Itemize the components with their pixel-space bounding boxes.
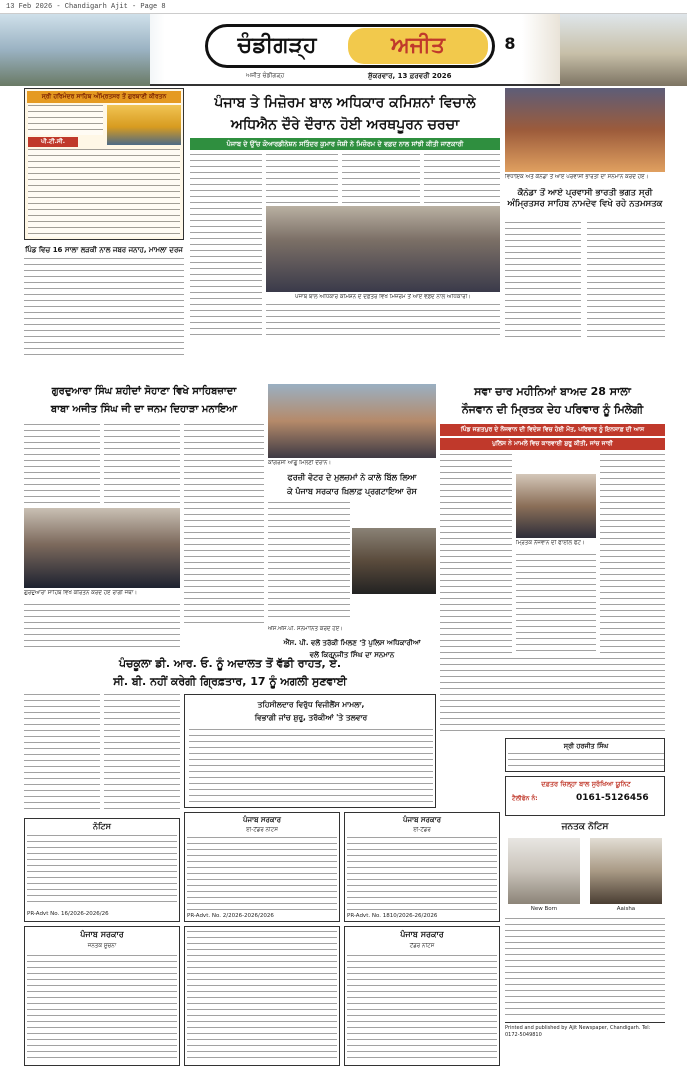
ad-notice-1: [24, 818, 180, 922]
gurdwara-body-col-3: [184, 424, 264, 624]
fake-voter-body-col-1: [268, 502, 350, 622]
ad-govt-1: [184, 812, 340, 922]
gurdwara-body-col-2: [104, 424, 180, 504]
ad-govt-1-footer: PR-Advt. No. 2/2026-2026/2026: [187, 913, 274, 919]
dro-headline-line1: ਪੰਚਕੂਲਾ ਡੀ. ਆਰ. ਓ. ਨੂੰ ਅਦਾਲਤ ਤੋਂ ਵੱਡੀ ਰਾਹਤ, ਏ.: [118, 657, 342, 670]
youth-photo-caption: ਮ੍ਰਿਤਕ ਨੌਜਵਾਨ ਦੀ ਫਾਈਲ ਫੋਟੋ।: [516, 540, 585, 546]
masthead-photo-lake: [0, 14, 150, 86]
ad-govt-2: [344, 812, 500, 922]
tehsildar-headline-line2: ਵਿਭਾਗੀ ਜਾਂਚ ਸ਼ੁਰੂ, ਤਰੱਕੀਆਂ 'ਤੇ ਤਲਵਾਰ: [254, 713, 368, 722]
left-story-body: [24, 258, 184, 358]
kirtan-text-block: [28, 105, 103, 135]
gurdwara-body-col-1: [24, 424, 100, 504]
phone-label: ਟੈਲੀਫੋਨ ਨੰ:: [512, 795, 538, 802]
dro-headline-line2: ਸੀ. ਬੀ. ਨਹੀਂ ਕਰੇਗੀ ਗ੍ਰਿਫ਼ਤਾਰ, 17 ਨੂੰ ਅਗਲੀ ਸੁਣਵਾਈ: [113, 675, 347, 688]
fake-voter-headline-line2: ਕੇ ਪੰਜਾਬ ਸਰਕਾਰ ਖ਼ਿਲਾਫ਼ ਪ੍ਰਗਟਾਇਆ ਰੋਸ: [287, 487, 417, 496]
ad-notice-1-body: [27, 835, 177, 907]
congress-photo-caption: ਕਾਂਗਰਸੀ ਆਗੂ ਮਿਲਣੀ ਦੌਰਾਨ।: [268, 460, 332, 466]
youth-file-photo: [516, 474, 596, 538]
youth-headline-line1: ਸਵਾ ਚਾਰ ਮਹੀਨਿਆਂ ਬਾਅਦ 28 ਸਾਲਾ: [474, 385, 631, 398]
ad-govt-1-body: [187, 837, 337, 911]
kirtan-jatha-photo: [24, 508, 180, 588]
ad-govt-3: [24, 926, 180, 1066]
page-number: 8: [504, 34, 516, 53]
masthead-title-paper: ਅਜੀਤ: [348, 28, 488, 64]
child-unit-header: [505, 776, 665, 816]
lead-body-continued: [266, 304, 500, 340]
person-notice-text: [508, 753, 664, 771]
edition-label: ਅਜੀਤ ਚੰਡੀਗੜ੍ਹ: [246, 72, 285, 79]
ad-govt-1-subtitle: ਈ-ਟੈਂਡਰ ਨੋਟਿਸ: [246, 827, 278, 833]
nri-story-col-1: [505, 222, 581, 340]
ad-notice-1-title: ਨੋਟਿਸ: [92, 822, 112, 831]
public-notice-title: ਜਨਤਕ ਨੋਟਿਸ: [561, 822, 609, 832]
tehsildar-box: [184, 694, 436, 808]
person-notice-box: [505, 738, 665, 772]
newborn-photo: [508, 838, 580, 904]
kirtan-schedule-text: [28, 149, 180, 237]
congress-meeting-photo: [268, 384, 436, 458]
fake-voter-headline-line1: ਫਰਜ਼ੀ ਵੋਟਰ ਦੇ ਮੁਲਜ਼ਮਾਂ ਨੇ ਕਾਲੇ ਬਿੱਲ ਲਿਆ: [287, 473, 417, 482]
nri-honour-photo: [505, 88, 665, 172]
ad-govt-3-title: ਪੰਜਾਬ ਸਰਕਾਰ: [80, 930, 124, 939]
lead-headline-line2: ਅਧਿਐਨ ਦੌਰੇ ਦੌਰਾਨ ਹੋਈ ਅਰਥਪੂਰਨ ਚਰਚਾ: [230, 117, 460, 133]
golden-temple-photo: [107, 105, 181, 145]
gurdwara-headline-line1: ਗੁਰਦੁਆਰਾ ਸਿੰਘ ਸ਼ਹੀਦਾਂ ਸੋਹਾਣਾ ਵਿਖੇ ਸਾਹਿਬਜ਼ਾਦਾ: [51, 386, 237, 397]
youth-body-col-2: [516, 554, 596, 654]
sp-honour-photo: [352, 528, 436, 594]
ad-table: [184, 926, 340, 1066]
sp-photo-caption: ਐੱਸ.ਐੱਸ.ਪੀ. ਸਨਮਾਨਿਤ ਕਰਦੇ ਹੋਏ।: [268, 626, 344, 632]
lead-body-col-4: [424, 154, 500, 204]
phone-number: 0161-5126456: [576, 793, 649, 803]
nri-story-col-2: [587, 222, 665, 340]
youth-body-col-3: [600, 454, 665, 654]
ad-govt-4-body: [347, 955, 497, 1063]
sp-headline-line1: ਐੱਸ. ਪੀ. ਵਲੋਂ ਤਰੱਕੀ ਮਿਲਣ 'ਤੇ ਪੁਲਿਸ ਅਧਿਕਾਰੀਆਂ: [283, 639, 421, 647]
gurdwara-body-continued: [24, 604, 180, 650]
left-story-headline: ਪਿੰਡ ਵਿਚ 16 ਸਾਲਾ ਲੜਕੀ ਨਾਲ ਜਬਰ ਜਨਾਹ, ਮਾਮਲਾ ਦਰਜ: [25, 246, 183, 254]
lead-photo-caption: ਪੰਜਾਬ ਬਾਲ ਅਧਿਕਾਰ ਕਮਿਸ਼ਨ ਦੇ ਦਫ਼ਤਰ ਵਿਖੇ ਮਿਜ਼ੋਰਮ ਤੋਂ ਆਏ ਵਫ਼ਦ ਨਾਲ ਅਧਿਕਾਰੀ।: [295, 294, 471, 300]
aaisha-label: Aaisha: [616, 906, 636, 912]
youth-body-col-1: [440, 454, 512, 654]
newborn-label: New Born: [530, 906, 558, 912]
ad-govt-1-title: ਪੰਜਾਬ ਸਰਕਾਰ: [242, 816, 281, 824]
ad-govt-4-subtitle: ਟੈਂਡਰ ਨੋਟਿਸ: [409, 943, 435, 949]
kirtan-box: [24, 88, 184, 240]
issue-date: ਸ਼ੁੱਕਰਵਾਰ, 13 ਫ਼ਰਵਰੀ 2026: [368, 72, 452, 80]
kirtan-box-title: ਸ੍ਰੀ ਹਰਿਮੰਦਰ ਸਾਹਿਬ ਅੰਮ੍ਰਿਤਸਰ ਤੋਂ ਗੁਰਬਾਣੀ ਕੀਰਤਨ: [27, 91, 181, 103]
nri-story-headline: ਕੈਨੇਡਾ ਤੋਂ ਆਏ ਪ੍ਰਵਾਸੀ ਭਾਰਤੀ ਭਗਤ ਸ੍ਰੀ ਅੰਮ੍ਰਿਤਸਰ ਸਾਹਿਬ ਨਾਮਦੇਵ ਵਿਖੇ ਰਹੇ ਨਤਮਸਤਕ: [507, 188, 663, 209]
lead-kicker: ਪੰਜਾਬ ਦੇ ਉੱਚ ਕੋਆਰਡੀਨੇਸ਼ਨ ਸਤਿੰਦਰ ਕੁਮਾਰ ਜੋਸ਼ੀ ਨੇ ਮਿਜ਼ੋਰਮ ਦੇ ਵਫ਼ਦ ਨਾਲ ਸਾਂਝੀ ਕੀਤੀ ਜਾਣਕਾਰੀ: [190, 138, 500, 150]
ad-govt-4-title: ਪੰਜਾਬ ਸਰਕਾਰ: [400, 930, 444, 939]
ad-govt-4: [344, 926, 500, 1066]
ad-govt-2-body: [347, 837, 497, 911]
lead-body-col-1: [190, 154, 262, 340]
person-name: ਸ੍ਰੀ ਹਰਜੀਤ ਸਿੰਘ: [563, 742, 609, 750]
gurdwara-photo-caption: ਗੁਰਦੁਆਰਾ ਸਾਹਿਬ ਵਿਖੇ ਕੀਰਤਨ ਕਰਦੇ ਹੋਏ ਰਾਗੀ ਜਥਾ।: [24, 590, 138, 596]
sp-headline-line2: ਵਲੋਂ ਕਿਰਨਜੀਤ ਸਿੰਘ ਦਾ ਸਨਮਾਨ: [309, 651, 395, 659]
print-line: Printed and published by Ajit Newspaper, Chandigarh. Tel: 0172-5049810: [505, 1022, 665, 1066]
ad-govt-2-title: ਪੰਜਾਬ ਸਰਕਾਰ: [402, 816, 441, 824]
ad-govt-2-footer: PR-Advt. No. 1810/2026-26/2026: [347, 913, 438, 919]
lead-headline-line1: ਪੰਜਾਬ ਤੇ ਮਿਜ਼ੋਰਮ ਬਾਲ ਅਧਿਕਾਰ ਕਮਿਸ਼ਨਾਂ ਵਿਚਾਲੇ: [214, 95, 476, 111]
dro-body-col-1: [24, 694, 100, 814]
ad-govt-3-body: [27, 955, 177, 1063]
kirtan-channel-badge: ਪੀ.ਟੀ.ਸੀ.: [28, 137, 78, 147]
tehsildar-headline-line1: ਤਹਿਸੀਲਦਾਰ ਵਿਰੁੱਧ ਵਿਜੀਲੈਂਸ ਮਾਮਲਾ,: [257, 700, 365, 709]
dro-body-col-2: [104, 694, 180, 814]
aaisha-photo: [590, 838, 662, 904]
public-notice-body: [505, 918, 665, 1018]
youth-red-bar-1: ਪਿੰਡ ਜਗਤਪੁਰ ਦੇ ਨੌਜਵਾਨ ਦੀ ਵਿਦੇਸ਼ ਵਿਚ ਹੋਈ ਮੌਤ, ਪਰਿਵਾਰ ਨੂੰ ਇਨਸਾਫ਼ ਦੀ ਆਸ: [440, 424, 665, 436]
lead-group-photo: [266, 206, 500, 292]
ad-govt-2-subtitle: ਈ-ਟੈਂਡਰ: [413, 827, 431, 833]
ad-govt-3-subtitle: ਜਨਤਕ ਸੂਚਨਾ: [87, 943, 117, 949]
youth-headline-line2: ਨੌਜਵਾਨ ਦੀ ਮ੍ਰਿਤਕ ਦੇਹ ਪਰਿਵਾਰ ਨੂੰ ਮਿਲੇਗੀ: [461, 403, 644, 416]
ad-table-body: [187, 931, 337, 1063]
nri-photo-caption: ਵਿਧਾਇਕ ਅਤੇ ਕੈਨੇਡਾ ਤੋਂ ਆਏ ਪਰਵਾਸੀ ਭਾਰਤੀ ਦਾ ਸਨਮਾਨ ਕਰਦੇ ਹੋਏ।: [505, 174, 649, 180]
youth-body-continued: [440, 658, 665, 736]
office-title: ਦਫ਼ਤਰ ਜ਼ਿਲ੍ਹਾ ਬਾਲ ਸੁਰੱਖਿਆ ਯੂਨਿਟ: [541, 780, 631, 788]
masthead-photo-monument: [560, 14, 687, 86]
ad-notice-1-footer: PR-Advt No. 16/2026-2026/26: [27, 911, 109, 917]
tehsildar-body: [189, 729, 433, 805]
lead-body-col-2: [266, 154, 338, 204]
print-info-strip: 13 Feb 2026 - Chandigarh Ajit - Page 8: [0, 0, 687, 14]
gurdwara-headline-line2: ਬਾਬਾ ਅਜੀਤ ਸਿੰਘ ਜੀ ਦਾ ਜਨਮ ਦਿਹਾੜਾ ਮਨਾਇਆ: [50, 404, 238, 415]
masthead-title-city: ਚੰਡੀਗੜ੍ਹ: [237, 33, 317, 58]
lead-body-col-3: [342, 154, 420, 204]
youth-red-bar-2: ਪੁਲਿਸ ਨੇ ਮਾਮਲੇ ਵਿਚ ਕਾਰਵਾਈ ਸ਼ੁਰੂ ਕੀਤੀ, ਜਾਂਚ ਜਾਰੀ: [440, 438, 665, 450]
